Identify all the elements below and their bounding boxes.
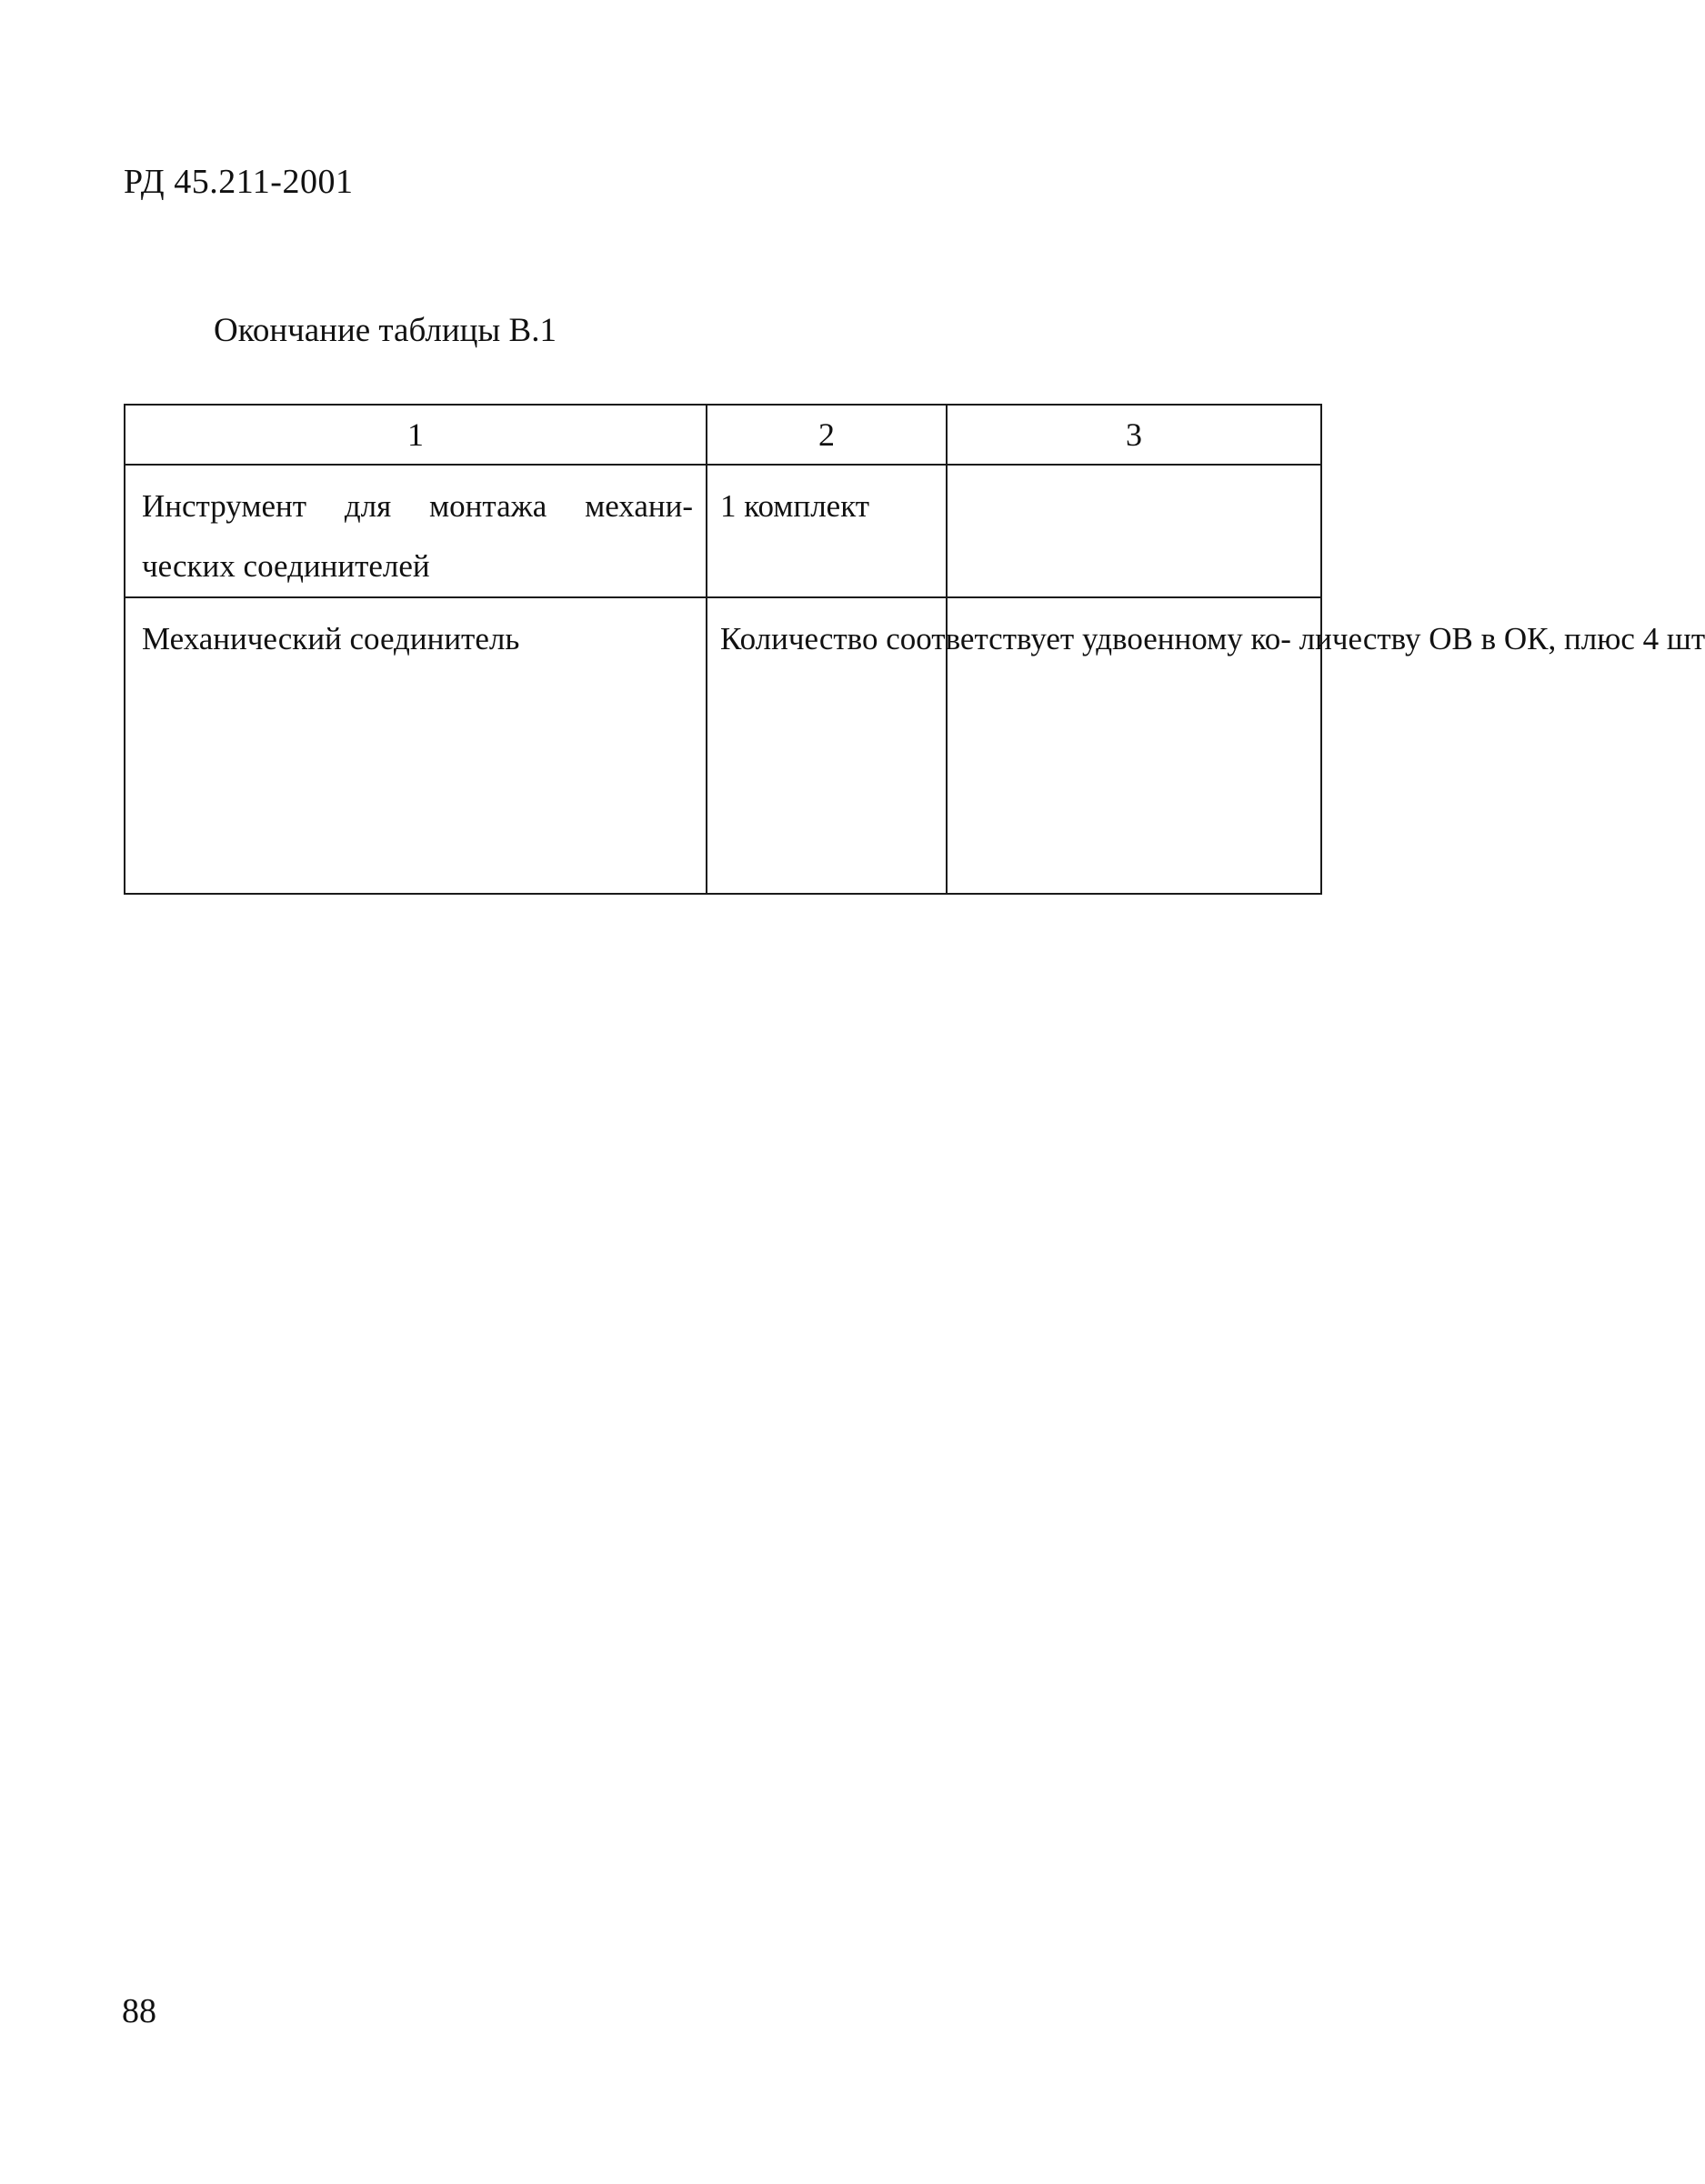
- note-cell: [947, 465, 1321, 597]
- quantity-line: соответствует: [886, 621, 1075, 656]
- table-row: [125, 597, 1321, 894]
- column-header-1: 1: [125, 405, 707, 465]
- quantity-line: Количество: [720, 621, 878, 656]
- table-header-row: [125, 405, 1321, 465]
- document-code: РД 45.211-2001: [124, 163, 354, 201]
- quantity-cell: [707, 597, 1705, 894]
- quantity-line: ОК, плюс 4 шт: [1503, 621, 1705, 656]
- quantity-cell: [707, 465, 947, 597]
- item-name-line: Механический соединитель: [142, 621, 520, 656]
- quantity-line: 1 комплект: [720, 488, 870, 524]
- table-row: [125, 465, 1321, 597]
- table-caption: Окончание таблицы В.1: [214, 312, 557, 349]
- item-name-line: Инструмент для монтажа механи-: [142, 488, 693, 524]
- item-name-cell: [125, 465, 707, 597]
- quantity-line: личеству ОВ в: [1299, 621, 1497, 656]
- item-name-line: ческих соединителей: [142, 548, 430, 584]
- item-name-cell: [125, 597, 707, 894]
- equipment-table: [124, 404, 1705, 895]
- column-header-3: 3: [947, 405, 1321, 465]
- quantity-line: удвоенному ко-: [1081, 621, 1291, 656]
- page-number: 88: [122, 1992, 156, 2030]
- column-header-2: 2: [707, 405, 947, 465]
